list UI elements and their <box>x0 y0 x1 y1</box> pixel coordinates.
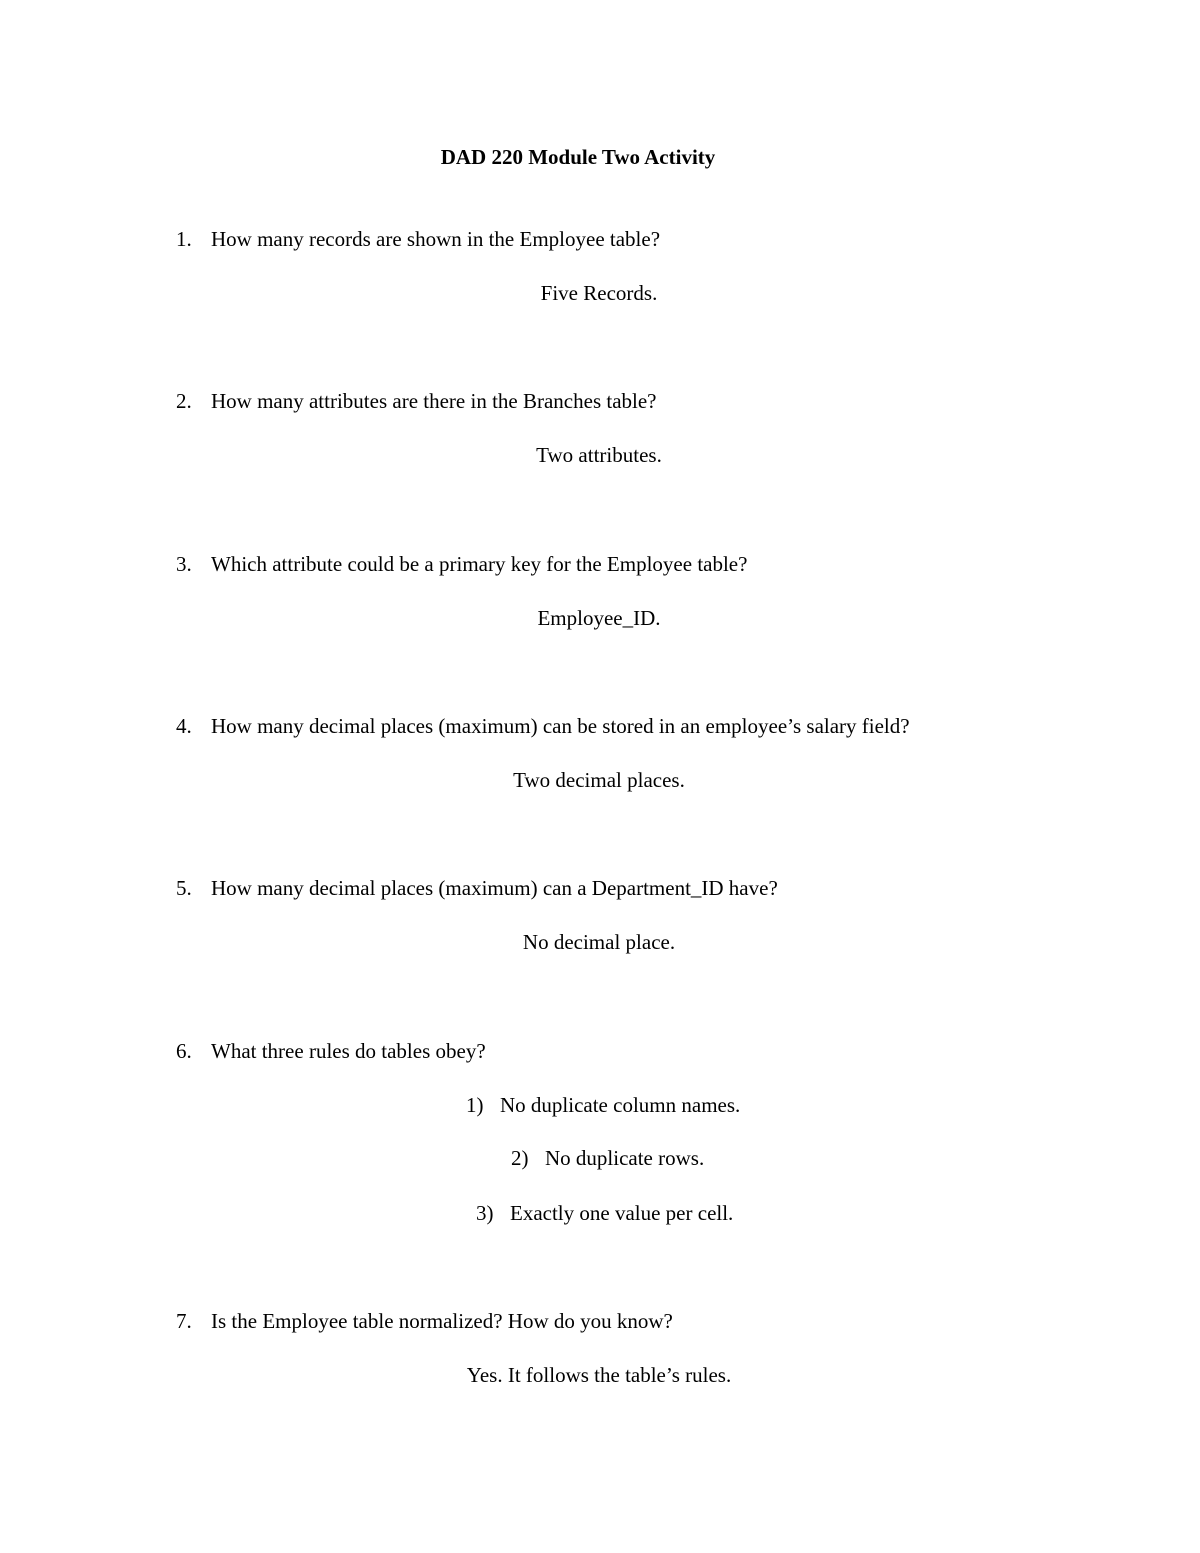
answer-2: Two attributes. <box>536 443 662 467</box>
answer-3: Employee_ID. <box>537 606 661 630</box>
question-text: How many attributes are there in the Branches table? <box>211 389 657 413</box>
rule-number: 1) <box>466 1093 484 1117</box>
document-title: DAD 220 Module Two Activity <box>440 145 716 169</box>
answer-4: Two decimal places. <box>513 768 685 792</box>
rule-item-1 <box>466 1091 740 1119</box>
rule-text: Exactly one value per cell. <box>510 1201 734 1225</box>
question-text: How many records are shown in the Employee table? <box>211 227 661 251</box>
question-number: 5. <box>176 876 192 900</box>
question-text: Is the Employee table normalized? How do you know? <box>211 1309 673 1333</box>
question-number: 1. <box>176 227 192 251</box>
question-text: What three rules do tables obey? <box>211 1039 486 1063</box>
question-number: 7. <box>176 1309 192 1333</box>
question-number: 6. <box>176 1039 192 1063</box>
answer-1: Five Records. <box>540 281 658 305</box>
question-text: Which attribute could be a primary key for the Employee table? <box>211 552 748 576</box>
question-number: 3. <box>176 552 192 576</box>
question-number: 4. <box>176 714 192 738</box>
answer-7: Yes. It follows the table’s rules. <box>466 1363 732 1387</box>
question-text: How many decimal places (maximum) can a Department_ID have? <box>211 876 778 900</box>
rule-item-2 <box>511 1144 704 1172</box>
rule-item-3 <box>476 1199 733 1227</box>
rule-number: 2) <box>511 1146 529 1170</box>
question-text: How many decimal places (maximum) can be stored in an employee’s salary field? <box>211 714 910 738</box>
rule-text: No duplicate column names. <box>500 1093 741 1117</box>
rule-number: 3) <box>476 1201 494 1225</box>
answer-5: No decimal place. <box>522 930 676 954</box>
rule-text: No duplicate rows. <box>545 1146 705 1170</box>
question-number: 2. <box>176 389 192 413</box>
